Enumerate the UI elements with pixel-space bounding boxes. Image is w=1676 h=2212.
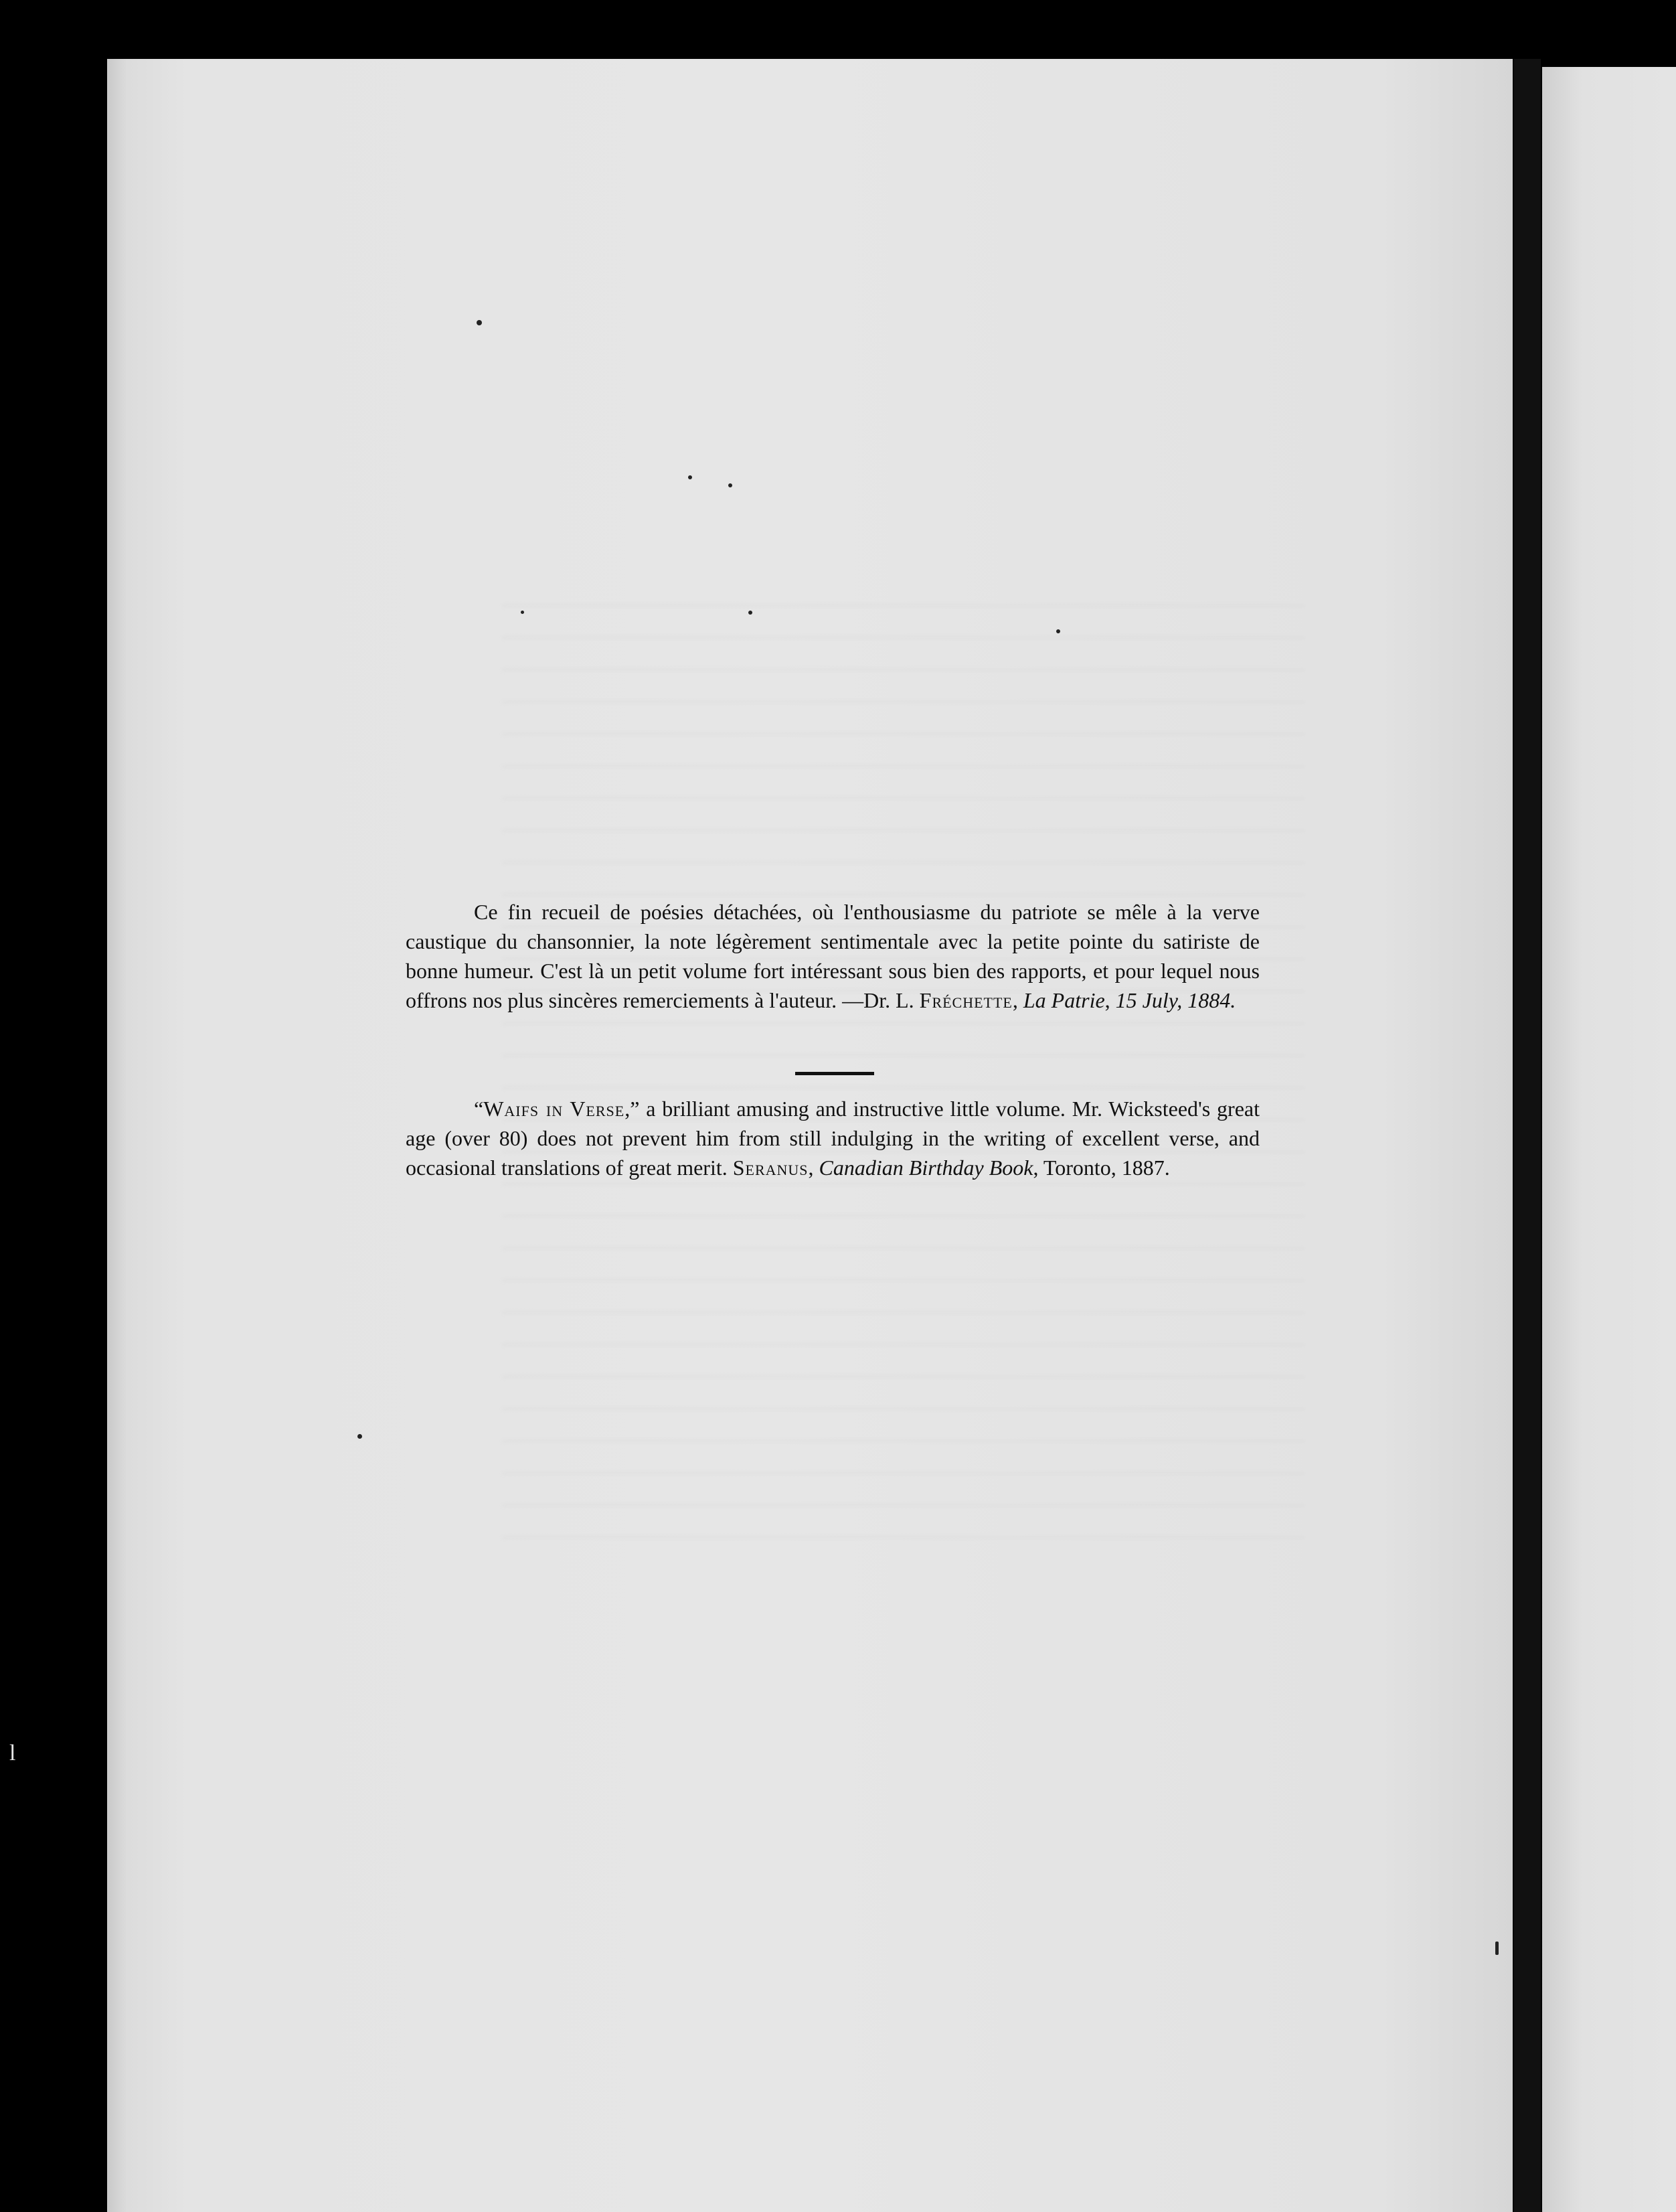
scan-speck [521, 611, 524, 614]
scan-speck [477, 320, 482, 325]
scan-speck [357, 1434, 362, 1439]
review-frechette [406, 897, 1260, 1015]
left-margin-mark: l [9, 1741, 16, 1765]
review-seranus-text [406, 1094, 1260, 1182]
book-gutter [1514, 59, 1541, 2212]
section-divider-rule [795, 1072, 874, 1075]
review-frechette-separator-1: , [1012, 988, 1023, 1012]
review-seranus [406, 1094, 1260, 1182]
review-seranus-body: ,” a brilliant amusing and instructive little volume. Mr. Wicksteed's great age (over 80) does not prevent him from still indulging in the writing of excellent verse, and occasional translations of great merit. [406, 1097, 1260, 1180]
scan-speck [688, 475, 692, 479]
review-seranus-title: Waifs in Verse [483, 1097, 625, 1121]
review-frechette-date: 15 July, 1884. [1115, 988, 1236, 1012]
facing-page-edge [1542, 67, 1676, 2212]
scan-speck [1056, 629, 1060, 633]
scan-speck [748, 611, 752, 615]
review-seranus-author: Seranus [732, 1156, 809, 1180]
review-frechette-publication: La Patrie [1023, 988, 1105, 1012]
scan-speck [1495, 1942, 1499, 1955]
review-frechette-author: Fréchette [919, 988, 1013, 1012]
review-seranus-rest: , Toronto, 1887. [1033, 1156, 1170, 1180]
review-frechette-separator-2: , [1104, 988, 1116, 1012]
scan-speck [728, 483, 732, 487]
review-seranus-publication: Canadian Birthday Book [819, 1156, 1033, 1180]
review-seranus-separator: , [808, 1156, 819, 1180]
review-seranus-open-quote: “ [474, 1097, 484, 1121]
review-frechette-prefix: —Dr. L. [837, 988, 920, 1012]
review-frechette-text [406, 897, 1260, 1015]
review-frechette-body: Ce fin recueil de poésies détachées, où l'enthousiasme du patriote se mêle à la verve caustique du chansonnier, la note légèrement sentimentale avec la petite pointe du satiriste de bonne humeur. C'est là un petit volume fort intéressant sous bien des rapports, et pour lequel nous offrons nos plus sincères remerciements à l'auteur. [406, 900, 1260, 1012]
